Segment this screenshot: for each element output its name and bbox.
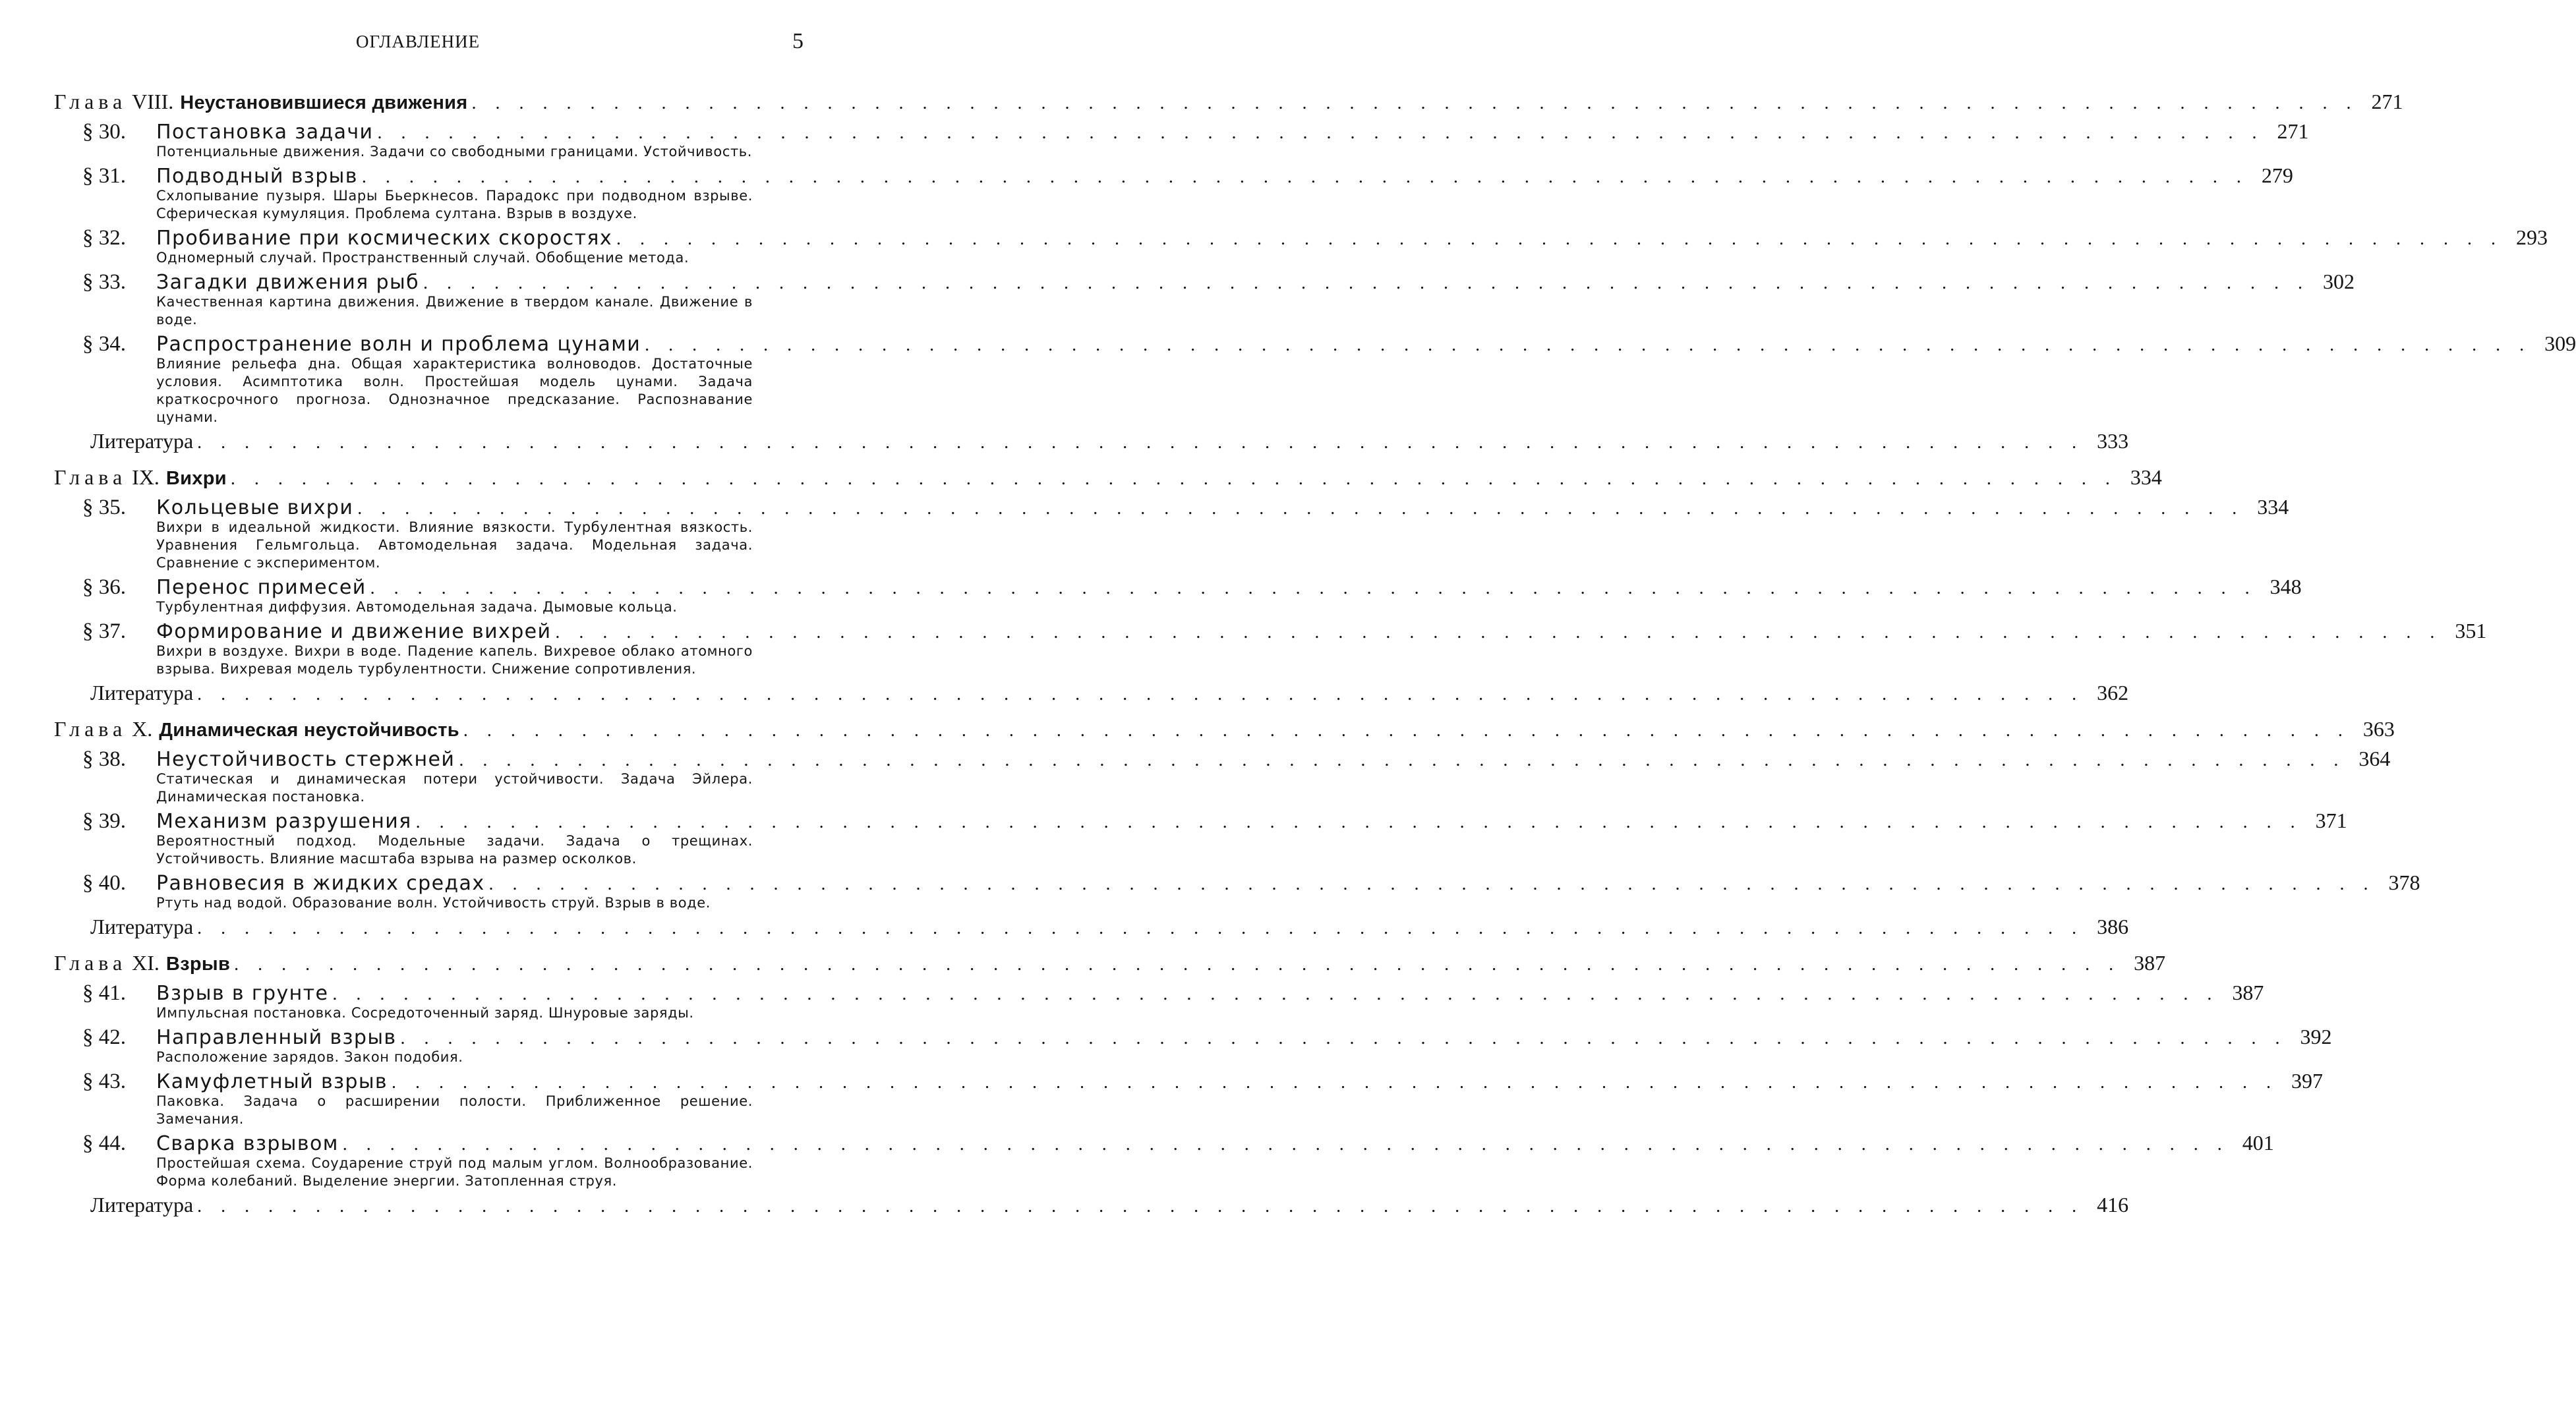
section-title: Перенос примесей [156,576,366,599]
section-entry [82,1131,2274,1190]
section-description: Вероятностный подход. Модельные задачи. Задача о трещинах. Устойчивость. Влияние масштаба взрыва на размер осколков. [156,833,753,867]
section-entry [82,495,2289,572]
section-description: Статическая и динамическая потери устойчивости. Задача Эйлера. Динамическая постановка. [156,771,753,805]
section-title: Механизм разрушения [156,810,412,833]
chapter-number: XI. [132,951,160,975]
running-head [0,29,860,55]
section-number: § 44. [82,1131,126,1155]
section-heading[interactable] [82,225,2548,250]
literature-label: Литература [90,429,194,453]
dot-leader: . . . . . . . . . . . . . . . . . . . . . . . . . . . . . . . . . . . . . . . . . . . . . . . . . . . . . . . . . . . . . . . . . . . . . . . . . . . . . . . . [342,1134,2229,1155]
dot-leader: . . . . . . . . . . . . . . . . . . . . . . . . . . . . . . . . . . . . . . . . . . . . . . . . . . . . . . . . . . . . . . . . . . . . . . . . . . . . . . . . [392,1072,2279,1093]
section-title: Распространение волн и проблема цунами [156,333,641,356]
section-entry [82,1025,2332,1066]
section-number: § 38. [82,747,126,771]
section-entry [82,619,2487,678]
section-entry [82,225,2548,267]
page-ref: 334 [2130,465,2162,489]
table-of-contents [0,90,2576,1229]
section-entry [82,1069,2324,1128]
chapter-title: Вихри [165,468,227,489]
running-title: ОГЛАВЛЕНИЕ [356,32,481,51]
section-heading[interactable] [82,747,2391,772]
section-entry [82,331,2576,426]
page-ref: 271 [2277,119,2309,143]
section-title: Направленный взрыв [156,1026,397,1049]
chapter-label: Глава [54,951,127,975]
page-ref: 309 [2544,331,2576,355]
section-entry [82,163,2293,223]
dot-leader: . . . . . . . . . . . . . . . . . . . . . . . . . . . . . . . . . . . . . . . . . . . . . . . . . . . . . . . . . . . . . . . . . . . . . . . . . . . . . . . . [645,335,2532,355]
chapter-label: Глава [54,465,127,489]
page-ref: 362 [2097,681,2129,704]
page-ref: 397 [2291,1069,2324,1093]
section-number: § 35. [82,496,126,519]
section-entry [82,871,2420,912]
section-number: § 34. [82,332,126,356]
section-heading[interactable] [82,495,2289,520]
section-heading[interactable] [82,270,2355,295]
section-heading[interactable] [82,871,2420,896]
section-entry [82,119,2309,161]
section-number: § 41. [82,981,126,1005]
page-ref: 302 [2323,270,2355,293]
dot-leader: . . . . . . . . . . . . . . . . . . . . . . . . . . . . . . . . . . . . . . . . . . . . . . . . . . . . . . . . . . . . . . . . . . . . . . . . . . . . . . . . [555,622,2442,643]
section-entry [82,270,2355,329]
page-ref: 392 [2300,1025,2332,1048]
section-description: Простейшая схема. Соударение струй под малым углом. Волнообразование. Форма колебаний. Выделение энергии. Затопленная струя. [156,1155,753,1189]
literature-entry[interactable] [90,1193,2129,1217]
dot-leader: . . . . . . . . . . . . . . . . . . . . . . . . . . . . . . . . . . . . . . . . . . . . . . . . . . . . . . . . . . . . . . . . . . . . . . . . . . . . . . . . [488,874,2376,894]
chapter-title: Неустановившиеся движения [180,92,468,113]
section-description: Схлопывание пузыря. Шары Бьеркнесов. Парадокс при подводном взрыве. Сферическая кумуляция. Проблема султана. Взрыв в воздухе. [156,188,753,221]
dot-leader: . . . . . . . . . . . . . . . . . . . . . . . . . . . . . . . . . . . . . . . . . . . . . . . . . . . . . . . . . . . . . . . . . . . . . . . . . . . . . . . . [616,229,2503,249]
section-heading[interactable] [82,119,2309,144]
page-ref: 371 [2315,809,2347,832]
section-title: Взрыв в грунте [156,982,329,1005]
section-title: Пробивание при космических скоростях [156,227,613,250]
section-number: § 43. [82,1070,126,1093]
dot-leader: . . . . . . . . . . . . . . . . . . . . . . . . . . . . . . . . . . . . . . . . . . . . . . . . . . . . . . . . . . . . . . . . . . . . . . . . . . . . . . . . [234,954,2121,975]
dot-leader: . . . . . . . . . . . . . . . . . . . . . . . . . . . . . . . . . . . . . . . . . . . . . . . . . . . . . . . . . . . . . . . . . . . . . . . . . . . . . . . . [332,984,2219,1004]
section-heading[interactable] [82,163,2293,188]
chapter-entry[interactable] [54,90,2403,114]
section-title: Камуфлетный взрыв [156,1070,388,1093]
page-ref: 387 [2134,951,2166,975]
page-ref: 416 [2097,1193,2129,1217]
section-heading[interactable] [82,809,2347,834]
chapter-label: Глава [54,717,127,741]
section-number: § 32. [82,226,126,250]
dot-leader: . . . . . . . . . . . . . . . . . . . . . . . . . . . . . . . . . . . . . . . . . . . . . . . . . . . . . . . . . . . . . . . . . . . . . . . . . . . . . . . . [377,123,2264,143]
page-ref: 293 [2516,225,2548,249]
page-ref: 401 [2242,1131,2274,1155]
section-description: Потенциальные движения. Задачи со свободными границами. Устойчивость. [156,144,753,159]
section-title: Подводный взрыв [156,165,358,188]
page-ref: 271 [2371,90,2403,113]
section-heading[interactable] [82,1131,2274,1156]
section-description: Турбулентная диффузия. Автомодельная задача. Дымовые кольца. [156,599,678,615]
literature-label: Литература [90,915,194,938]
dot-leader: . . . . . . . . . . . . . . . . . . . . . . . . . . . . . . . . . . . . . . . . . . . . . . . . . . . . . . . . . . . . . . . . . . . . . . . . . . . . . . . . [197,684,2084,704]
section-title: Формирование и движение вихрей [156,620,552,643]
section-entry [82,747,2391,806]
chapter-title: Динамическая неустойчивость [159,720,459,741]
section-heading[interactable] [82,981,2264,1006]
section-title: Равновесия в жидких средах [156,872,485,895]
chapter-number: VIII. [132,90,174,113]
section-description: Паковка. Задача о расширении полости. Приближенное решение. Замечания. [156,1093,753,1127]
chapter-number: IX. [132,465,160,489]
chapter-entry[interactable] [54,717,2395,741]
page-ref: 348 [2269,575,2302,598]
literature-label: Литература [90,1193,194,1217]
section-title: Постановка задачи [156,121,374,144]
chapter-title: Взрыв [165,954,231,975]
page-ref: 334 [2257,495,2289,519]
literature-entry[interactable] [90,681,2129,705]
section-description: Расположение зарядов. Закон подобия. [156,1049,463,1065]
section-description: Вихри в воздухе. Вихри в воде. Падение капель. Вихревое облако атомного взрыва. Вихревая модель турбулентности. Снижение сопротивления. [156,643,753,677]
dot-leader: . . . . . . . . . . . . . . . . . . . . . . . . . . . . . . . . . . . . . . . . . . . . . . . . . . . . . . . . . . . . . . . . . . . . . . . . . . . . . . . . [357,498,2244,519]
section-title: Кольцевые вихри [156,496,354,519]
section-description: Вихри в идеальной жидкости. Влияние вязкости. Турбулентная вязкость. Уравнения Гельмгольца. Автомодельная задача. Модельная задача. Сравнение с экспериментом. [156,519,753,571]
section-heading[interactable] [82,1025,2332,1050]
page-ref: 279 [2261,163,2293,187]
dot-leader: . . . . . . . . . . . . . . . . . . . . . . . . . . . . . . . . . . . . . . . . . . . . . . . . . . . . . . . . . . . . . . . . . . . . . . . . . . . . . . . . [459,750,2346,770]
section-heading[interactable] [82,1069,2324,1094]
dot-leader: . . . . . . . . . . . . . . . . . . . . . . . . . . . . . . . . . . . . . . . . . . . . . . . . . . . . . . . . . . . . . . . . . . . . . . . . . . . . . . . . [197,432,2084,453]
chapter-number: X. [132,717,153,741]
section-entry [82,809,2347,868]
section-title: Неустойчивость стержней [156,748,455,771]
page-ref: 364 [2358,747,2391,770]
section-heading[interactable] [82,619,2487,644]
page-number: 5 [792,29,804,53]
chapter-entry[interactable] [54,465,2162,490]
section-description: Импульсная постановка. Сосредоточенный заряд. Шнуровые заряды. [156,1005,694,1021]
dot-leader: . . . . . . . . . . . . . . . . . . . . . . . . . . . . . . . . . . . . . . . . . . . . . . . . . . . . . . . . . . . . . . . . . . . . . . . . . . . . . . . . [463,720,2350,741]
literature-entry[interactable] [90,915,2129,939]
dot-leader: . . . . . . . . . . . . . . . . . . . . . . . . . . . . . . . . . . . . . . . . . . . . . . . . . . . . . . . . . . . . . . . . . . . . . . . . . . . . . . . . [400,1028,2287,1048]
section-entry [82,575,2302,616]
section-number: § 31. [82,164,126,188]
page-ref: 333 [2097,429,2129,453]
dot-leader: . . . . . . . . . . . . . . . . . . . . . . . . . . . . . . . . . . . . . . . . . . . . . . . . . . . . . . . . . . . . . . . . . . . . . . . . . . . . . . . . [423,273,2310,293]
section-title: Сварка взрывом [156,1132,339,1155]
section-description: Одномерный случай. Пространственный случай. Обобщение метода. [156,250,689,266]
section-title: Загадки движения рыб [156,271,419,294]
section-number: § 36. [82,575,126,599]
dot-leader: . . . . . . . . . . . . . . . . . . . . . . . . . . . . . . . . . . . . . . . . . . . . . . . . . . . . . . . . . . . . . . . . . . . . . . . . . . . . . . . . [197,918,2084,938]
chapter-label: Глава [54,90,127,113]
dot-leader: . . . . . . . . . . . . . . . . . . . . . . . . . . . . . . . . . . . . . . . . . . . . . . . . . . . . . . . . . . . . . . . . . . . . . . . . . . . . . . . . [230,469,2117,489]
section-description: Ртуть над водой. Образование волн. Устойчивость струй. Взрыв в воде. [156,895,711,911]
section-heading[interactable] [82,331,2576,357]
page-ref: 387 [2232,981,2264,1004]
section-number: § 33. [82,270,126,294]
section-description: Качественная картина движения. Движение в твердом канале. Движение в воде. [156,294,753,328]
section-entry [82,981,2264,1022]
section-number: § 39. [82,809,126,833]
dot-leader: . . . . . . . . . . . . . . . . . . . . . . . . . . . . . . . . . . . . . . . . . . . . . . . . . . . . . . . . . . . . . . . . . . . . . . . . . . . . . . . . [197,1196,2084,1217]
page-ref: 363 [2362,717,2395,741]
section-description: Влияние рельефа дна. Общая характеристика волноводов. Достаточные условия. Асимптотика волн. Простейшая модель цунами. Задача краткосрочного прогноза. Однозначное предсказание. Распознавание цунами. [156,356,753,425]
section-number: § 37. [82,619,126,643]
section-number: § 40. [82,871,126,895]
dot-leader: . . . . . . . . . . . . . . . . . . . . . . . . . . . . . . . . . . . . . . . . . . . . . . . . . . . . . . . . . . . . . . . . . . . . . . . . . . . . . . . . [370,578,2257,598]
chapter-entry[interactable] [54,951,2166,975]
page-ref: 386 [2097,915,2129,938]
literature-label: Литература [90,681,194,704]
dot-leader: . . . . . . . . . . . . . . . . . . . . . . . . . . . . . . . . . . . . . . . . . . . . . . . . . . . . . . . . . . . . . . . . . . . . . . . . . . . . . . . . [471,93,2358,113]
section-heading[interactable] [82,575,2302,600]
section-number: § 30. [82,120,126,144]
literature-entry[interactable] [90,429,2129,453]
page-ref: 378 [2388,871,2420,894]
section-number: § 42. [82,1025,126,1049]
dot-leader: . . . . . . . . . . . . . . . . . . . . . . . . . . . . . . . . . . . . . . . . . . . . . . . . . . . . . . . . . . . . . . . . . . . . . . . . . . . . . . . . [361,167,2248,187]
dot-leader: . . . . . . . . . . . . . . . . . . . . . . . . . . . . . . . . . . . . . . . . . . . . . . . . . . . . . . . . . . . . . . . . . . . . . . . . . . . . . . . . [415,812,2302,832]
page-ref: 351 [2455,619,2487,643]
